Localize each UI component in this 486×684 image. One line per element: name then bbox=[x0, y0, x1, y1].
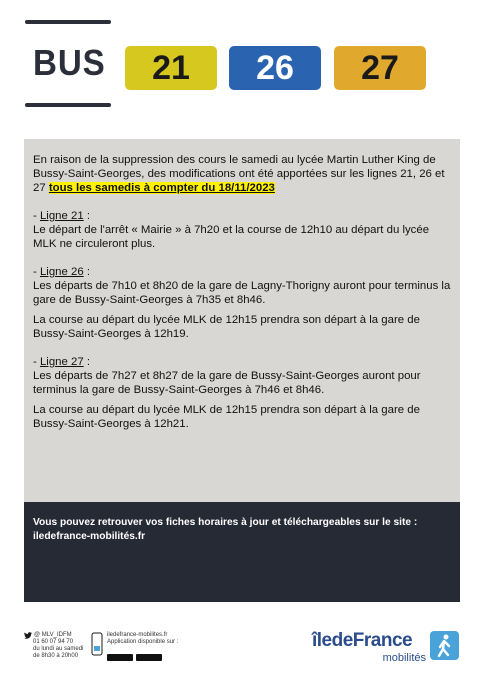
website-link[interactable]: iledefrance-mobilites.fr bbox=[107, 632, 168, 638]
line-number: 27 bbox=[361, 48, 399, 87]
ligne21-heading bbox=[33, 209, 453, 223]
twitter-handle[interactable]: @ MLV_IDFM bbox=[34, 632, 72, 638]
logo-main-text: îledeFrance bbox=[312, 630, 413, 651]
twitter-icon bbox=[24, 632, 32, 639]
footer-app bbox=[91, 632, 201, 667]
ligne21-text: Le départ de l'arrêt « Mairie » à 7h20 et la course de 12h10 au départ du lycée MLK ne circuleront plus. bbox=[33, 224, 430, 250]
ligne26-prefix: - bbox=[33, 266, 40, 278]
walking-person-icon bbox=[430, 631, 459, 660]
ligne21-suffix: : bbox=[83, 210, 91, 222]
ligne21-prefix: - bbox=[33, 210, 40, 222]
intro-highlight: tous les samedis à compter du 18/11/2023 bbox=[48, 182, 275, 194]
hours-line-1: du lundi au samedi bbox=[33, 646, 84, 652]
info-box bbox=[24, 502, 460, 602]
line-number: 26 bbox=[256, 48, 294, 87]
ligne26-text-1: Les départs de 7h10 et 8h20 de la gare de Lagny-Thorigny auront pour terminus la gare de Bussy-Saint-Georges à 7h35 et 8h46. bbox=[33, 280, 451, 306]
ligne26-suffix: : bbox=[83, 266, 91, 278]
app-text: Application disponible sur : bbox=[107, 639, 179, 645]
google-play-badge[interactable] bbox=[107, 654, 133, 661]
ligne27-title: Ligne 27 bbox=[39, 356, 84, 368]
phone-number[interactable]: 01 60 07 94 70 bbox=[33, 639, 74, 645]
ligne26-text-2: La course au départ du lycée MLK de 12h15 prendra son départ à la gare de Bussy-Saint-Georges à 12h19. bbox=[33, 314, 420, 340]
intro-paragraph bbox=[33, 153, 453, 195]
smartphone-icon bbox=[91, 632, 103, 656]
ligne21-title: Ligne 21 bbox=[39, 210, 84, 222]
ligne27-text-1: Les départs de 7h27 et 8h27 de la gare de Bussy-Saint-Georges auront pour terminus la gare de Bussy-Saint-Georges à 7h46 et 8h46. bbox=[33, 370, 421, 396]
logo-sub-text: mobilités bbox=[382, 652, 426, 664]
line-badge-26 bbox=[229, 46, 321, 90]
line-number: 21 bbox=[152, 48, 190, 87]
bus-label: BUS bbox=[33, 42, 106, 83]
top-divider bbox=[25, 20, 111, 24]
bottom-divider bbox=[25, 103, 111, 107]
ligne26-title: Ligne 26 bbox=[39, 266, 84, 278]
ligne27-text-2: La course au départ du lycée MLK de 12h15 prendra son départ à la gare de Bussy-Saint-Georges à 12h21. bbox=[33, 404, 420, 430]
idf-mobilites-logo bbox=[312, 630, 462, 664]
line-badge-21 bbox=[125, 46, 217, 90]
info-text: Vous pouvez retrouver vos fiches horaires à jour et téléchargeables sur le site : iledefrance-mobilités.fr bbox=[33, 517, 418, 542]
ligne26-heading bbox=[33, 265, 453, 279]
app-store-badge[interactable] bbox=[136, 654, 162, 661]
intro-text: En raison de la suppression des cours le samedi au lycée Martin Luther King de Bussy-Saint-Georges, des modifications ont été apportées sur les lignes 21, 26 et 27 bbox=[33, 154, 445, 194]
ligne27-prefix: - bbox=[33, 356, 40, 368]
line-badge-27 bbox=[334, 46, 426, 90]
ligne27-suffix: : bbox=[83, 356, 91, 368]
hours-line-2: de 8h30 à 20h00 bbox=[33, 653, 79, 659]
footer-contact bbox=[24, 632, 86, 660]
ligne27-heading bbox=[33, 355, 453, 369]
notice-text bbox=[33, 153, 453, 431]
notice-panel bbox=[24, 139, 460, 502]
